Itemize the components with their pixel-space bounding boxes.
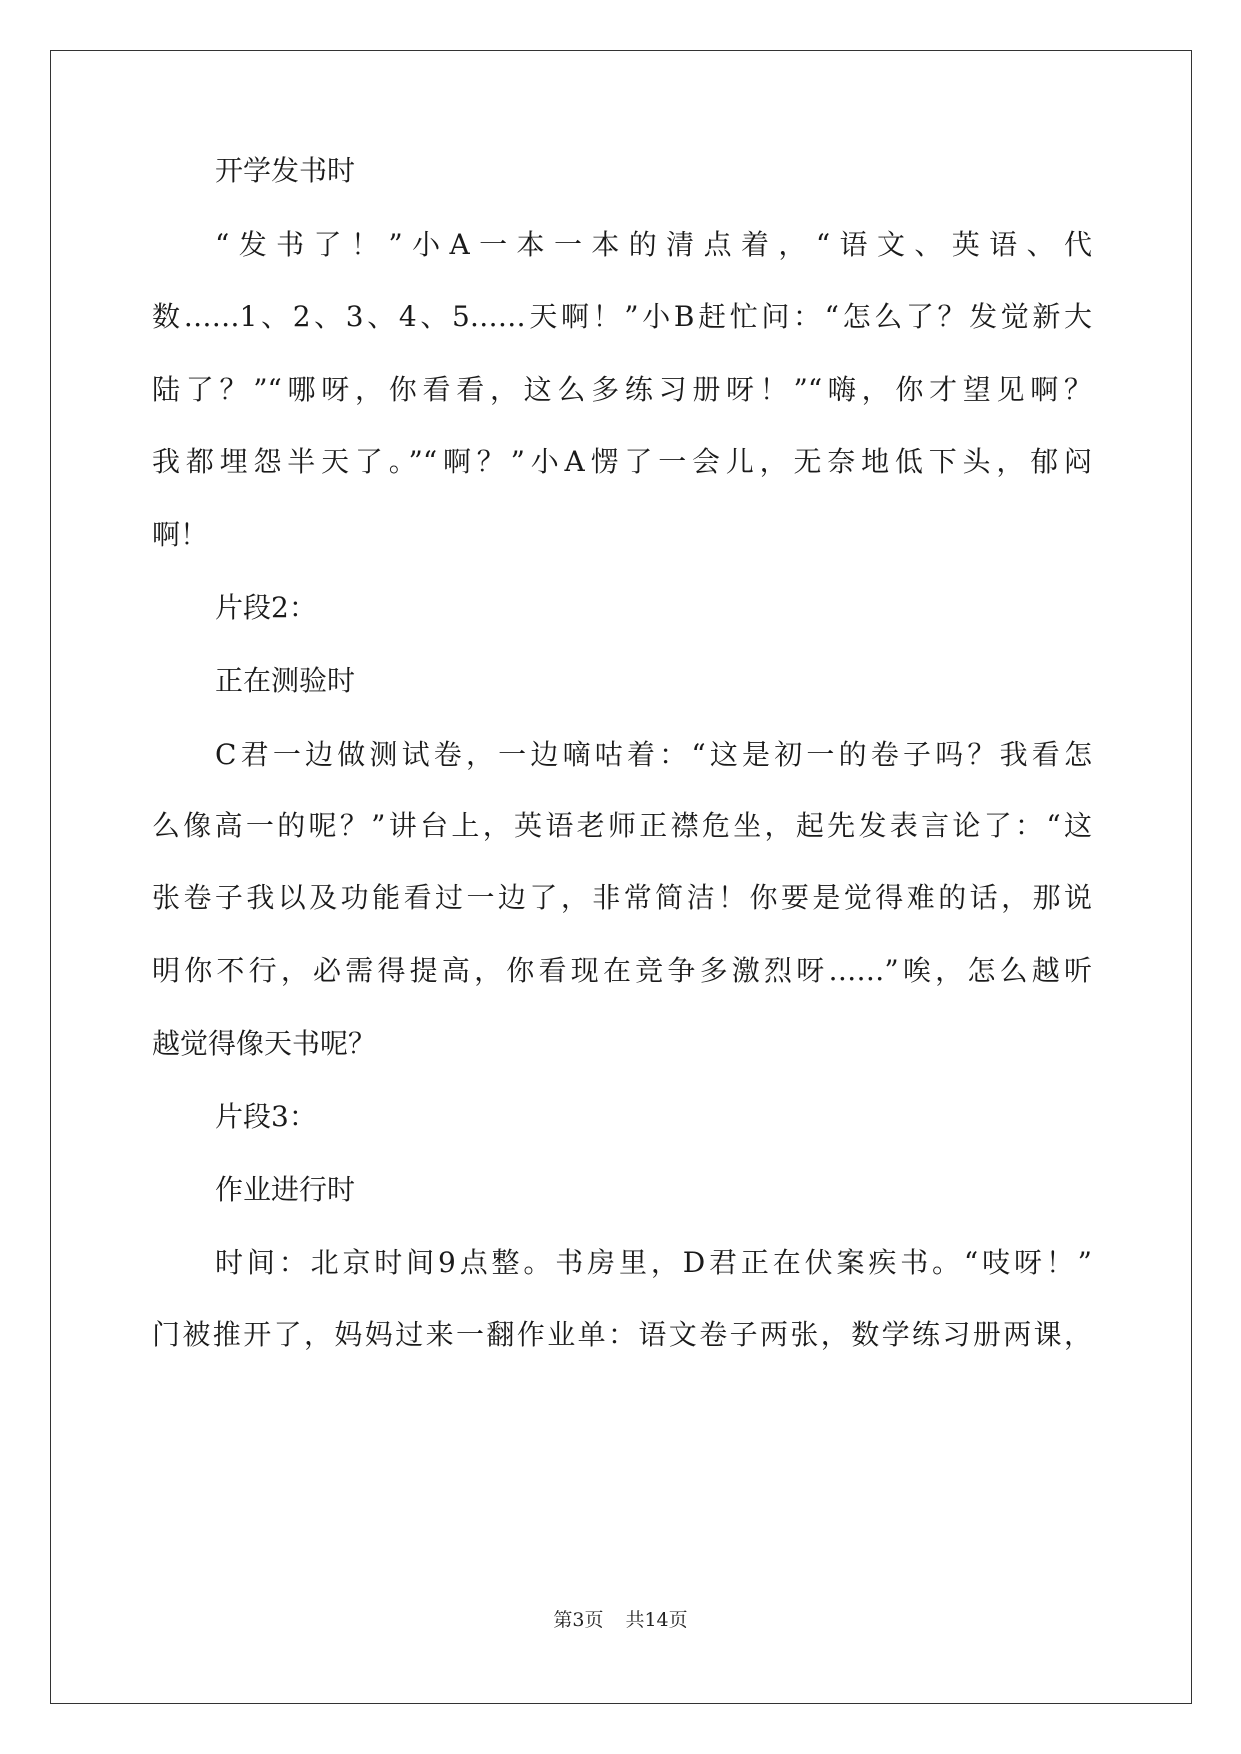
- paragraph-line: C君一边做测试卷，一边嘀咕着：“这是初一的卷子吗？我看怎: [215, 738, 1092, 771]
- paragraph-line: 么像高一的呢？”讲台上，英语老师正襟危坐，起先发表言论了：“这: [152, 809, 1092, 842]
- paragraph-line: 门被推开了，妈妈过来一翻作业单：语文卷子两张，数学练习册两课，: [152, 1318, 1092, 1351]
- paragraph-line: “发书了！”小A一本一本的清点着，“语文、英语、代: [215, 228, 1092, 261]
- paragraph-line: 明你不行，必需得提高，你看现在竞争多激烈呀……”唉，怎么越听: [152, 954, 1092, 987]
- paragraph-line: 越觉得像天书呢？: [152, 1027, 377, 1060]
- paragraph-line: 我都埋怨半天了。”“啊？”小A愣了一会儿，无奈地低下头，郁闷: [152, 445, 1092, 478]
- paragraph-heading-line: 开学发书时: [215, 154, 356, 187]
- section-label: 片段3：: [215, 1100, 317, 1133]
- page-number: 第3页: [553, 1609, 604, 1631]
- page-footer: [0, 1608, 1241, 1632]
- paragraph-line: 张卷子我以及功能看过一边了，非常简洁！你要是觉得难的话，那说: [152, 881, 1092, 914]
- paragraph-line: 时间：北京时间9点整。书房里，D君正在伏案疾书。“吱呀！”: [215, 1246, 1092, 1279]
- paragraph-line: 陆了？”“哪呀，你看看，这么多练习册呀！”“嗨，你才望见啊？: [152, 373, 1092, 406]
- section-title: 正在测验时: [215, 664, 356, 697]
- paragraph-line: 啊！: [152, 518, 209, 551]
- section-title: 作业进行时: [215, 1173, 356, 1206]
- section-label: 片段2：: [215, 591, 317, 624]
- paragraph-line: 数……1、2、3、4、5……天啊！”小B赶忙问：“怎么了？发觉新大: [152, 300, 1092, 333]
- page-total: 共14页: [625, 1609, 688, 1631]
